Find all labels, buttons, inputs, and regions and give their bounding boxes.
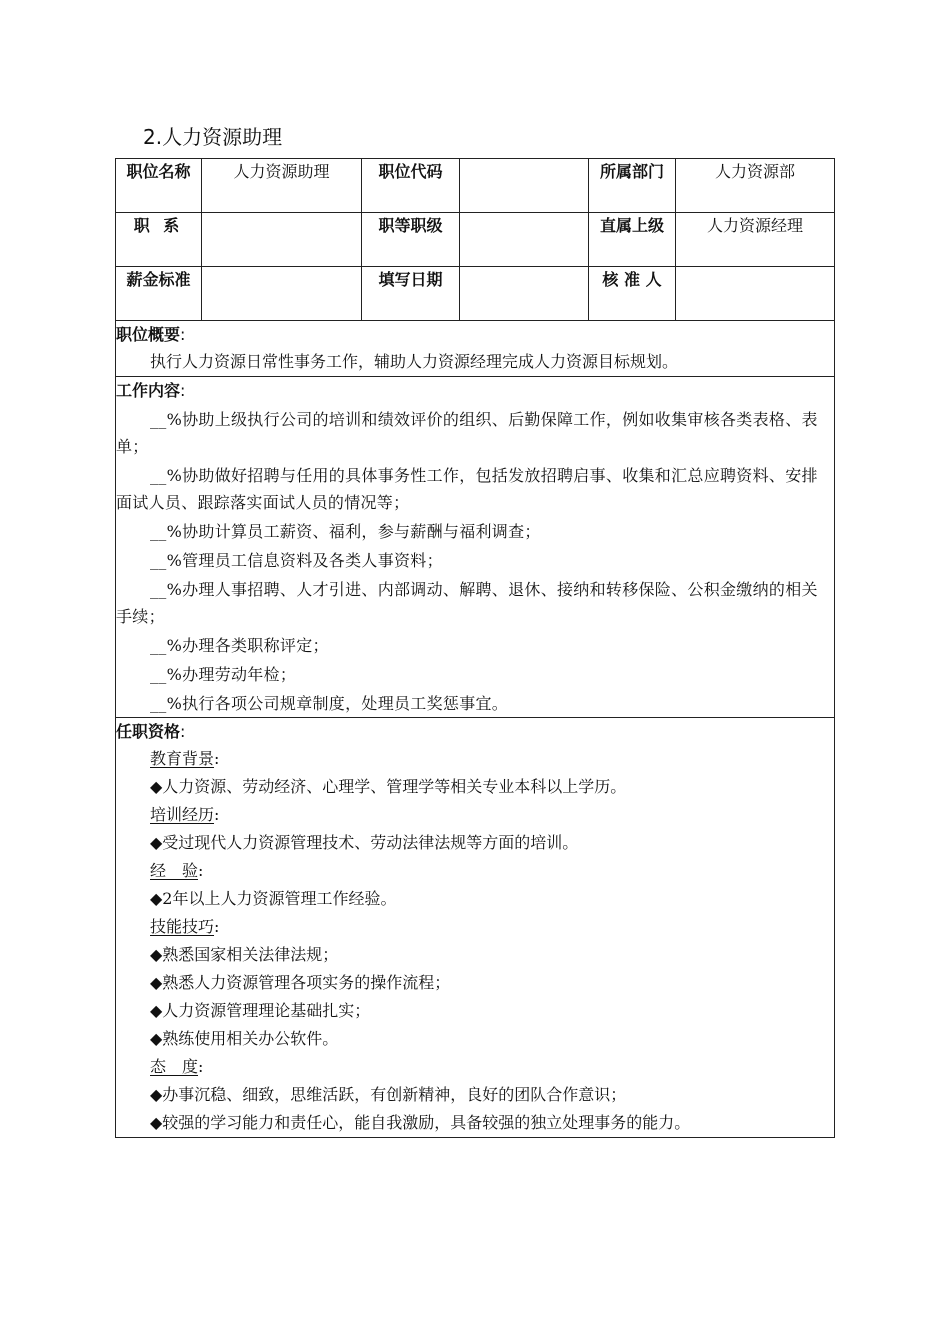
date-label: 填写日期 <box>362 267 460 321</box>
attitude-item: ◆办事沉稳、细致，思维活跃，有创新精神，良好的团队合作意识； <box>150 1085 627 1104</box>
duties-heading: 工作内容: <box>116 381 186 400</box>
job-description-table <box>115 158 835 1138</box>
training-heading: 培训经历: <box>150 805 220 824</box>
skills-item: ◆熟悉人力资源管理各项实务的操作流程； <box>150 973 451 992</box>
document-title: 2.人力资源助理 <box>143 125 283 149</box>
qualifications-heading: 任职资格: <box>116 722 186 741</box>
education-heading: 教育背景: <box>150 749 220 768</box>
approver-label: 核 准 人 <box>589 267 676 321</box>
salary-label: 薪金标准 <box>116 267 202 321</box>
summary-row <box>116 321 835 377</box>
position-code-label: 职位代码 <box>362 159 460 213</box>
job-family-value <box>202 213 362 267</box>
skills-label: 技能技巧 <box>150 917 215 936</box>
skills-item: ◆熟练使用相关办公软件。 <box>150 1029 339 1048</box>
experience-label: 经 验 <box>150 861 199 880</box>
duty-item: __%协助做好招聘与任用的具体事务性工作，包括发放招聘启事、收集和汇总应聘资料、安排面试人员、跟踪落实面试人员的情况等； <box>116 466 818 512</box>
experience-heading: 经 验: <box>150 861 204 880</box>
salary-value <box>202 267 362 321</box>
attitude-label: 态 度 <box>150 1057 199 1076</box>
duty-item: __%办理人事招聘、人才引进、内部调动、解聘、退休、接纳和转移保险、公积金缴纳的相关手续； <box>116 580 818 626</box>
qualifications-section <box>116 718 835 1138</box>
approver-value <box>676 267 835 321</box>
header-row-3 <box>116 267 835 321</box>
duty-item: __%办理各类职称评定； <box>150 636 329 655</box>
attitude-item: ◆较强的学习能力和责任心，能自我激励，具备较强的独立处理事务的能力。 <box>150 1113 691 1132</box>
supervisor-label: 直属上级 <box>589 213 676 267</box>
qualifications-heading-text: 任职资格 <box>116 722 181 741</box>
job-family-label: 职 系 <box>116 213 202 267</box>
position-code-value <box>460 159 589 213</box>
summary-section <box>116 321 835 377</box>
duty-item: __%执行各项公司规章制度，处理员工奖惩事宜。 <box>150 694 509 713</box>
summary-heading: 职位概要: <box>116 325 186 344</box>
date-value <box>460 267 589 321</box>
duty-item: __%协助上级执行公司的培训和绩效评价的组织、后勤保障工作，例如收集审核各类表格、表单； <box>116 410 818 456</box>
training-label: 培训经历 <box>150 805 215 824</box>
supervisor-value: 人力资源经理 <box>676 213 835 267</box>
education-label: 教育背景 <box>150 749 215 768</box>
summary-text: 执行人力资源日常性事务工作，辅助人力资源经理完成人力资源目标规划。 <box>150 352 679 371</box>
education-item: ◆人力资源、劳动经济、心理学、管理学等相关专业本科以上学历。 <box>150 777 627 796</box>
position-name-label: 职位名称 <box>116 159 202 213</box>
position-name-value: 人力资源助理 <box>202 159 362 213</box>
grade-label: 职等职级 <box>362 213 460 267</box>
department-value: 人力资源部 <box>676 159 835 213</box>
department-label: 所属部门 <box>589 159 676 213</box>
duty-item: __%协助计算员工薪资、福利，参与薪酬与福利调查； <box>150 522 541 541</box>
attitude-heading: 态 度: <box>150 1057 204 1076</box>
grade-value <box>460 213 589 267</box>
duties-heading-text: 工作内容 <box>116 381 181 400</box>
training-item: ◆受过现代人力资源管理技术、劳动法律法规等方面的培训。 <box>150 833 579 852</box>
duty-item: __%办理劳动年检； <box>150 665 297 684</box>
summary-heading-text: 职位概要 <box>116 325 181 344</box>
skills-item: ◆熟悉国家相关法律法规； <box>150 945 339 964</box>
skills-item: ◆人力资源管理理论基础扎实； <box>150 1001 371 1020</box>
header-row-2 <box>116 213 835 267</box>
experience-item: ◆2年以上人力资源管理工作经验。 <box>150 889 397 908</box>
skills-heading: 技能技巧: <box>150 917 220 936</box>
duty-item: __%管理员工信息资料及各类人事资料； <box>150 551 443 570</box>
qualifications-row <box>116 718 835 1138</box>
duties-row <box>116 377 835 718</box>
header-row-1 <box>116 159 835 213</box>
duties-section <box>116 377 835 718</box>
